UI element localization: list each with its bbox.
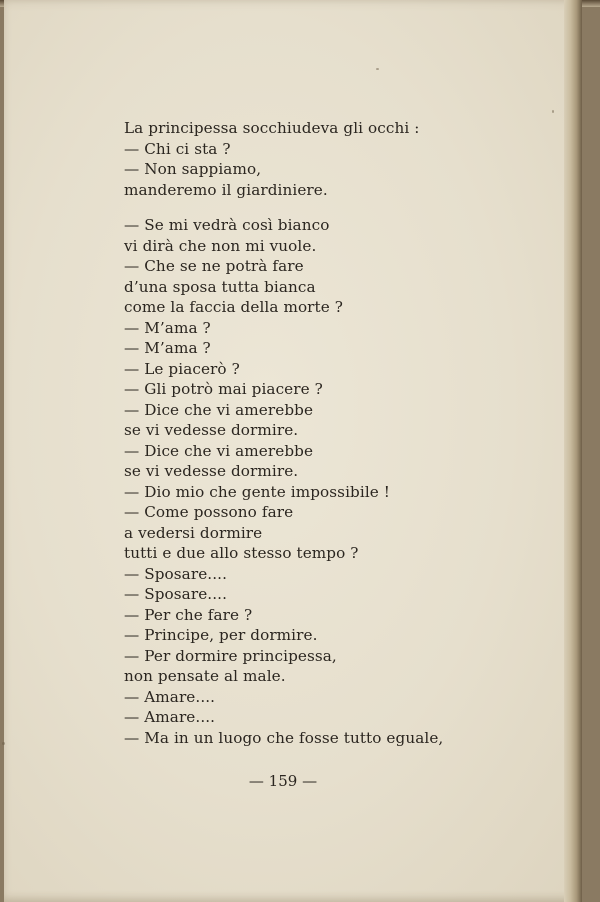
paper-speck — [552, 110, 554, 113]
poem-line: se vi vedesse dormire. — [124, 462, 299, 480]
book-page — [4, 0, 582, 902]
poem-line: come la faccia della morte ? — [124, 298, 344, 316]
page-spine-edge — [564, 0, 582, 902]
paper-speck — [376, 68, 379, 70]
poem-line: — Amare.... — [124, 708, 216, 726]
poem-line: — Non sappiamo, — [124, 160, 262, 178]
poem-line: manderemo il giardiniere. — [124, 180, 328, 199]
poem-text — [124, 118, 544, 748]
poem-line: vi dirà che non mi vuole. — [124, 236, 317, 255]
paper-speck — [2, 742, 5, 745]
poem-line: — M’ama ? — [124, 318, 211, 337]
poem-line: — Principe, per dormire. — [124, 626, 318, 644]
poem-line: — Se mi vedrà così bianco — [124, 216, 330, 234]
poem-line: La principessa socchiudeva gli occhi : — [124, 119, 420, 137]
poem-line: — Sposare.... — [124, 564, 227, 583]
poem-line: d’una sposa tutta bianca — [124, 277, 316, 296]
poem-line: — Per dormire principessa, — [124, 646, 337, 665]
poem-line: a vedersi dormire — [124, 523, 263, 542]
poem-line: tutti e due allo stesso tempo ? — [124, 544, 359, 562]
poem-line: non pensate al male. — [124, 667, 286, 685]
page-number: — 159 — — [248, 772, 318, 790]
poem-line: — Per che fare ? — [124, 605, 253, 624]
poem-line: — M’ama ? — [124, 339, 211, 357]
poem-line: — Chi ci sta ? — [124, 139, 231, 158]
poem-line: — Che se ne potrà fare — [124, 257, 304, 275]
poem-line: — Sposare.... — [124, 585, 227, 603]
poem-line: — Amare.... — [124, 687, 216, 706]
poem-line: — Dio mio che gente impossibile ! — [124, 482, 390, 501]
poem-line: — Dice che vi amerebbe — [124, 400, 314, 419]
poem-line: — Le piacerò ? — [124, 359, 240, 378]
poem-line: — Dice che vi amerebbe — [124, 441, 314, 460]
poem-line: — Gli potrò mai piacere ? — [124, 380, 323, 398]
stanza-gap — [124, 200, 544, 215]
poem-line: — Come possono fare — [124, 503, 294, 521]
poem-line: se vi vedesse dormire. — [124, 421, 299, 439]
poem-line: — Ma in un luogo che fosse tutto eguale, — [124, 728, 444, 747]
